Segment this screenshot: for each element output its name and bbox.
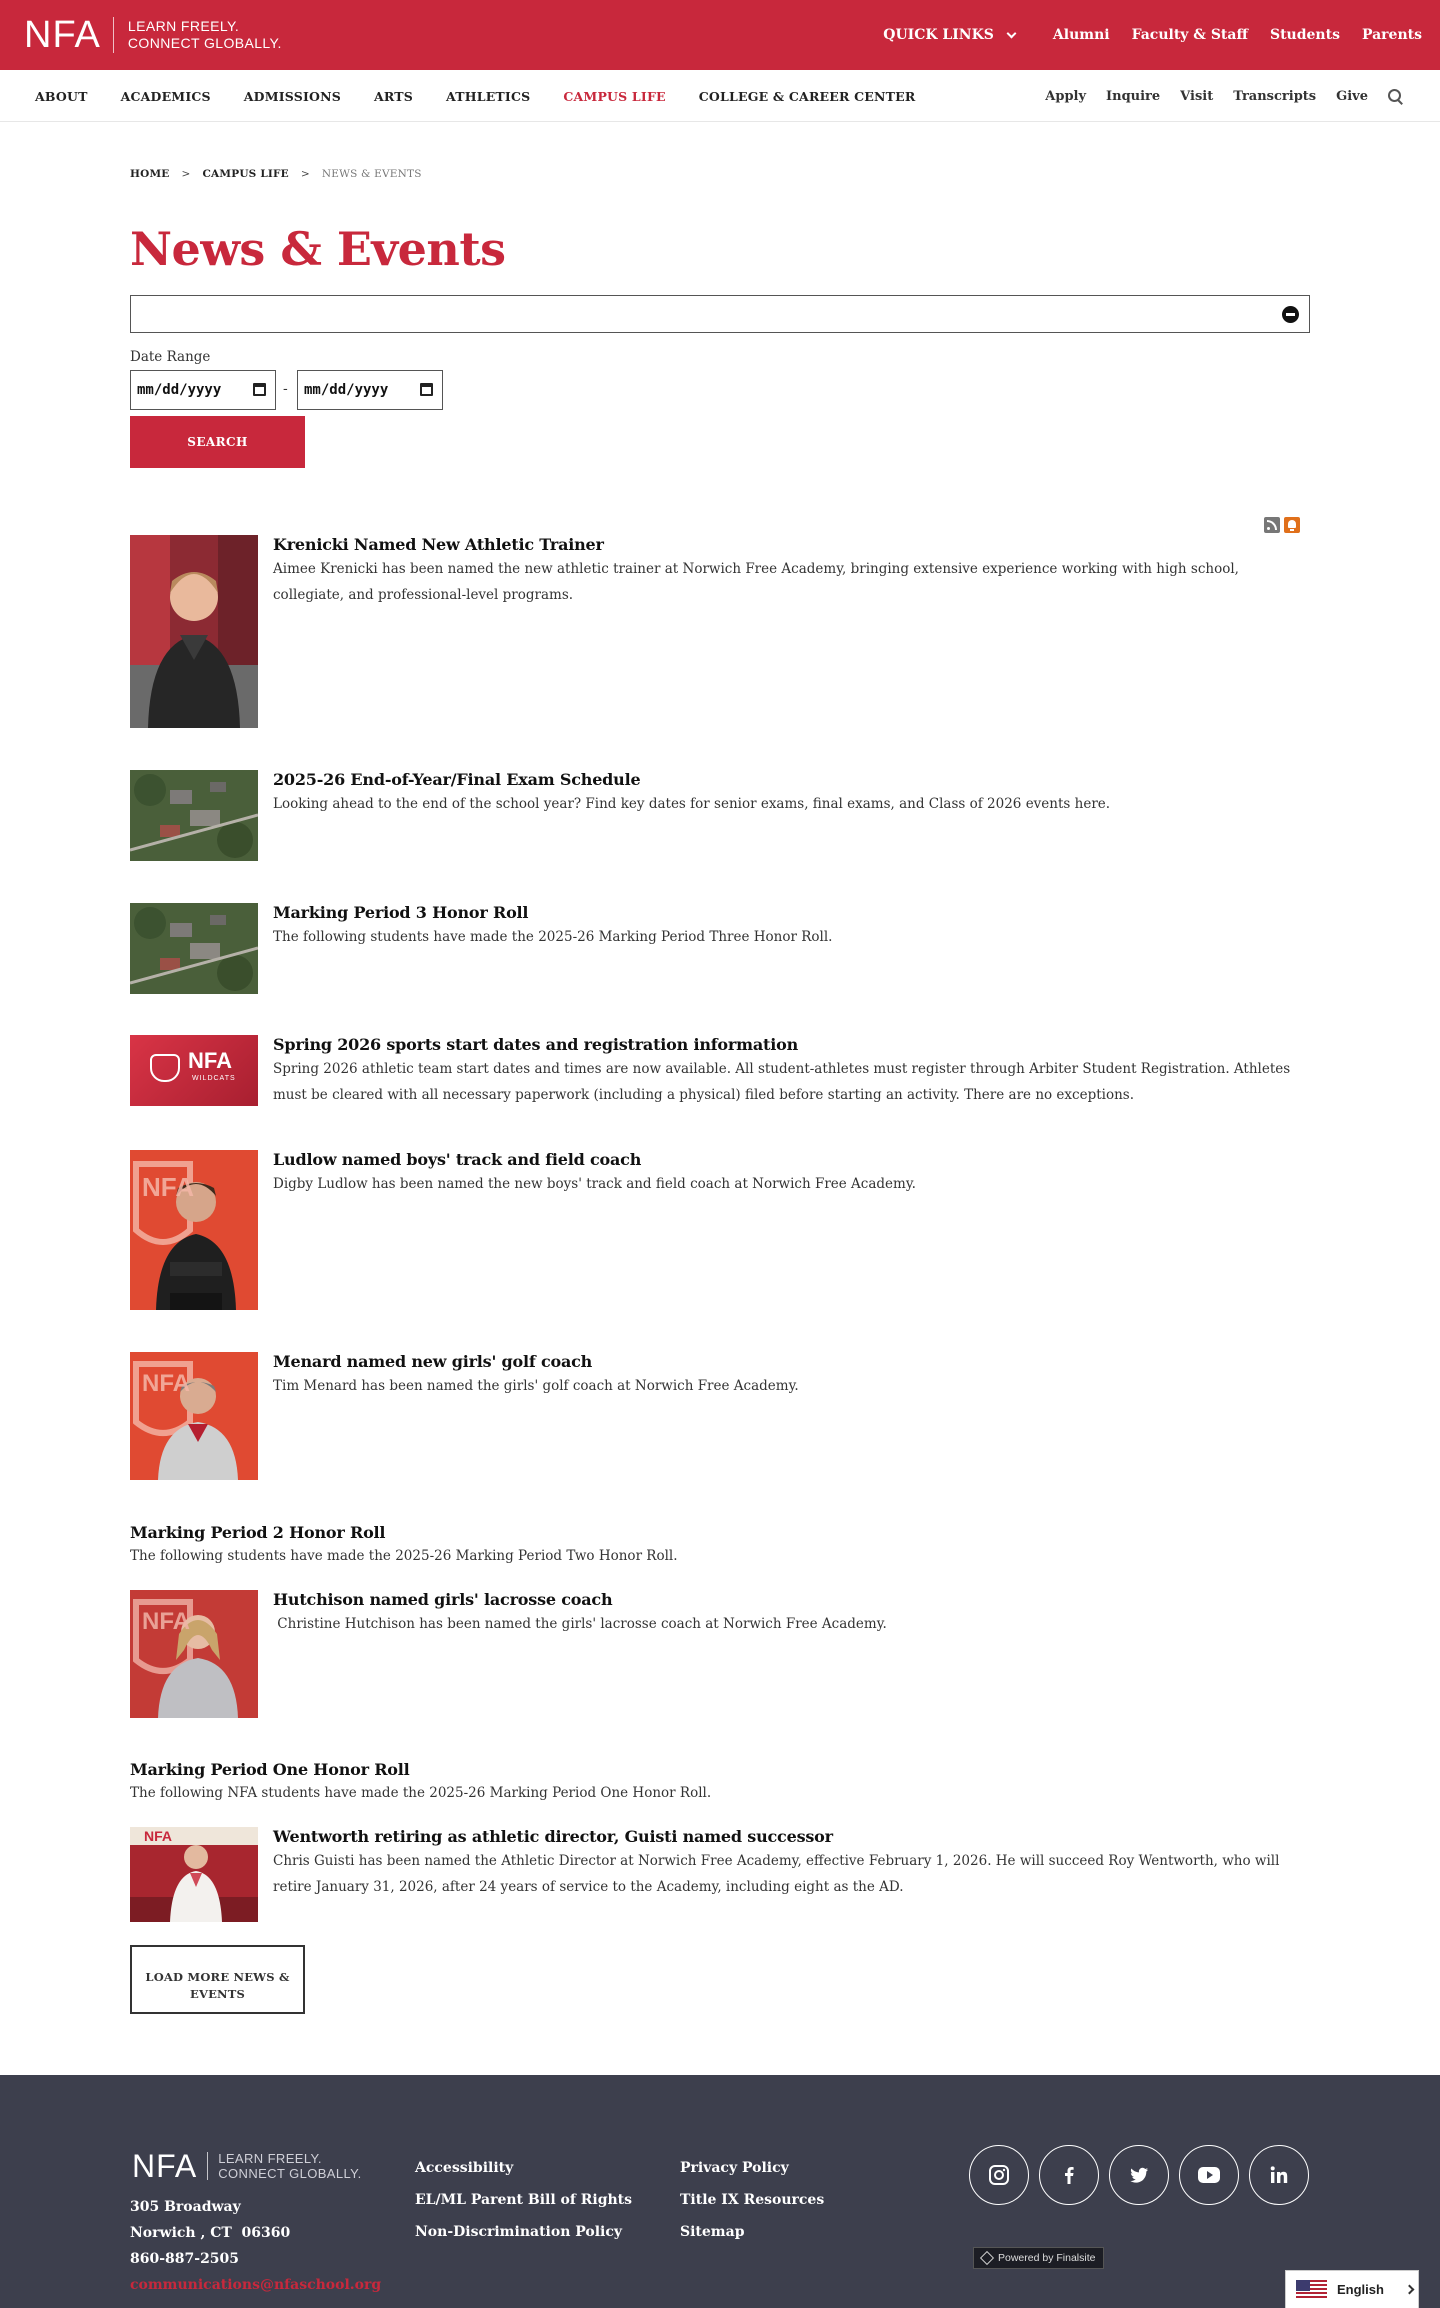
footer-links-col-2 — [680, 2152, 824, 2248]
site-footer — [0, 2075, 1440, 2308]
footer-street: 305 Broadway — [130, 2199, 241, 2215]
news-description: The following NFA students have made the 2025-26 Marking Period One Honor Roll. — [130, 1785, 712, 1801]
finalsite-icon — [980, 2251, 994, 2265]
news-description: Chris Guisti has been named the Athletic Director at Norwich Free Academy, effective February 1, 2026. He will succeed Roy Wentworth, who will retire January 31, 2026, after 24 years of service to the Academy, including eight as the AD. — [273, 1853, 1280, 1895]
footer-logo-tagline — [218, 2151, 361, 2181]
site-logo[interactable] — [24, 14, 282, 56]
news-item[interactable] — [130, 1760, 1310, 1803]
news-title[interactable]: Spring 2026 sports start dates and registration information — [273, 1035, 799, 1054]
news-body — [273, 535, 1308, 608]
news-body — [273, 1352, 1308, 1399]
news-title[interactable]: Marking Period 2 Honor Roll — [130, 1523, 386, 1542]
logo-divider — [113, 17, 114, 53]
footer-links-col-1 — [415, 2152, 632, 2248]
language-selector[interactable] — [1285, 2270, 1419, 2308]
quick-links-label: QUICK LINKS — [883, 27, 994, 43]
thumbnail-banner-text: NFA — [142, 1608, 190, 1635]
main-nav — [0, 70, 1440, 122]
news-title[interactable]: Hutchison named girls' lacrosse coach — [273, 1590, 613, 1609]
news-thumbnail[interactable] — [130, 535, 258, 728]
news-thumbnail[interactable] — [130, 903, 258, 994]
footer-link-parent-bill-of-rights[interactable]: EL/ML Parent Bill of Rights — [415, 2192, 633, 2208]
news-body — [273, 1590, 1308, 1637]
footer-link-non-discrimination[interactable]: Non-Discrimination Policy — [415, 2224, 623, 2240]
main-nav-utility — [1025, 70, 1402, 122]
news-title[interactable]: Marking Period One Honor Roll — [130, 1760, 410, 1779]
feed-icons — [1264, 517, 1300, 533]
breadcrumb-current: NEWS & EVENTS — [321, 168, 422, 180]
news-description: Looking ahead to the end of the school year? Find key dates for senior exams, final exams, and Class of 2026 events here. — [273, 796, 1111, 812]
top-link-parents[interactable]: Parents — [1361, 27, 1422, 43]
footer-tagline-line-2: CONNECT GLOBALLY. — [218, 2166, 362, 2181]
tagline-line-1: LEARN FREELY. — [127, 18, 240, 34]
news-title[interactable]: 2025-26 End-of-Year/Final Exam Schedule — [273, 770, 641, 789]
us-flag-icon — [1296, 2280, 1327, 2300]
news-thumbnail[interactable] — [130, 1352, 258, 1480]
breadcrumb-section[interactable]: CAMPUS LIFE — [202, 168, 289, 180]
footer-email[interactable]: communications@nfaschool.org — [130, 2277, 382, 2293]
search-button[interactable]: SEARCH — [130, 416, 305, 468]
campus-aerial-photo — [130, 903, 258, 994]
breadcrumb-separator: > — [181, 168, 191, 180]
date-range-separator: - — [283, 381, 288, 397]
instagram-icon[interactable] — [969, 2145, 1029, 2205]
logo-divider — [207, 2152, 208, 2180]
footer-logo-mark: NFA — [132, 2148, 198, 2184]
top-bar — [0, 0, 1440, 70]
wildcats-shield-icon — [150, 1054, 180, 1082]
nav-item-college-career[interactable]: COLLEGE & CAREER CENTER — [698, 88, 916, 104]
logo-mark: NFA — [24, 14, 101, 56]
notification-bell-icon[interactable] — [1284, 517, 1300, 533]
news-description: The following students have made the 2025-26 Marking Period Two Honor Roll. — [130, 1548, 678, 1564]
chevron-down-icon — [1006, 28, 1016, 38]
load-more-button[interactable]: LOAD MORE NEWS & EVENTS — [130, 1945, 305, 2014]
quick-links-toggle[interactable] — [883, 27, 1015, 43]
utility-visit[interactable]: Visit — [1180, 88, 1214, 104]
page-title: News & Events — [130, 222, 506, 276]
language-label: English — [1337, 2282, 1384, 2297]
news-body — [273, 770, 1308, 817]
utility-inquire[interactable]: Inquire — [1106, 88, 1161, 104]
footer-tagline-line-1: LEARN FREELY. — [218, 2151, 322, 2166]
news-title[interactable]: Menard named new girls' golf coach — [273, 1352, 593, 1371]
twitter-icon[interactable] — [1109, 2145, 1169, 2205]
top-nav — [883, 0, 1422, 70]
nav-item-athletics[interactable]: ATHLETICS — [445, 88, 531, 104]
news-item[interactable] — [130, 1523, 1310, 1566]
news-title[interactable]: Marking Period 3 Honor Roll — [273, 903, 529, 922]
breadcrumb-separator: > — [300, 168, 310, 180]
facebook-icon[interactable] — [1039, 2145, 1099, 2205]
news-description: The following students have made the 2025-26 Marking Period Three Honor Roll. — [273, 929, 833, 945]
nav-item-arts[interactable]: ARTS — [373, 88, 413, 104]
top-link-faculty-staff[interactable]: Faculty & Staff — [1131, 27, 1248, 43]
thumbnail-banner-text: NFA — [144, 1828, 172, 1844]
linkedin-icon[interactable] — [1249, 2145, 1309, 2205]
footer-city: Norwich , CT 06360 — [130, 2225, 291, 2241]
breadcrumb — [130, 168, 422, 180]
top-link-students[interactable]: Students — [1269, 27, 1340, 43]
news-thumbnail[interactable] — [130, 1590, 258, 1718]
news-description: Tim Menard has been named the girls' golf coach at Norwich Free Academy. — [273, 1378, 799, 1394]
main-nav-primary — [35, 70, 948, 122]
footer-link-privacy[interactable]: Privacy Policy — [680, 2160, 789, 2176]
tagline-line-2: CONNECT GLOBALLY. — [127, 35, 282, 51]
footer-phone[interactable]: 860-887-2505 — [130, 2251, 240, 2267]
news-title[interactable]: Ludlow named boys' track and field coach — [273, 1150, 642, 1169]
thumbnail-banner-text: NFA — [142, 1172, 194, 1202]
calendar-icon[interactable] — [253, 383, 266, 396]
nav-item-academics[interactable]: ACADEMICS — [120, 88, 211, 104]
news-description: Aimee Krenicki has been named the new athletic trainer at Norwich Free Academy, bringing extensive experience working with high school, collegiate, and professional-level programs. — [273, 561, 1239, 603]
news-thumbnail[interactable] — [130, 1150, 258, 1310]
rss-icon[interactable] — [1264, 517, 1280, 533]
search-icon[interactable] — [1388, 89, 1402, 103]
date-from-input[interactable] — [130, 370, 276, 410]
footer-link-sitemap[interactable]: Sitemap — [680, 2224, 745, 2240]
breadcrumb-home[interactable]: HOME — [130, 168, 170, 180]
news-body — [273, 1827, 1308, 1900]
news-body — [273, 1150, 1308, 1197]
utility-apply[interactable]: Apply — [1045, 88, 1087, 104]
utility-transcripts[interactable]: Transcripts — [1233, 88, 1317, 104]
news-description: Digby Ludlow has been named the new boys' track and field coach at Norwich Free Academy. — [273, 1176, 916, 1192]
wildcats-logo-text: NFA — [188, 1048, 232, 1073]
thumbnail-banner-text: NFA — [142, 1370, 190, 1397]
wildcats-logo-sub: WILDCATS — [192, 1075, 236, 1082]
footer-link-title-ix[interactable]: Title IX Resources — [680, 2192, 825, 2208]
youtube-icon[interactable] — [1179, 2145, 1239, 2205]
clear-icon[interactable] — [1282, 306, 1299, 323]
nav-item-campus-life[interactable]: CAMPUS LIFE — [563, 88, 666, 104]
date-to-placeholder: mm/dd/yyyy — [304, 382, 389, 398]
social-links — [969, 2145, 1309, 2205]
news-thumbnail[interactable] — [130, 770, 258, 861]
news-body — [273, 1035, 1308, 1108]
date-range-label: Date Range — [130, 349, 211, 365]
news-body — [273, 903, 1308, 950]
news-title[interactable]: Krenicki Named New Athletic Trainer — [273, 535, 604, 554]
nav-item-admissions[interactable]: ADMISSIONS — [243, 88, 341, 104]
powered-by-text: Powered by Finalsite — [998, 2252, 1096, 2264]
news-thumbnail[interactable] — [130, 1035, 258, 1106]
logo-tagline — [128, 18, 282, 52]
calendar-icon[interactable] — [420, 383, 433, 396]
search-input[interactable] — [130, 295, 1310, 333]
date-from-placeholder: mm/dd/yyyy — [137, 382, 222, 398]
footer-address — [130, 2194, 381, 2298]
footer-logo[interactable] — [132, 2149, 362, 2183]
date-to-input[interactable] — [297, 370, 443, 410]
footer-link-accessibility[interactable]: Accessibility — [415, 2160, 514, 2176]
news-thumbnail[interactable] — [130, 1827, 258, 1922]
nav-item-about[interactable]: ABOUT — [35, 88, 88, 104]
news-title[interactable]: Wentworth retiring as athletic director, Guisti named successor — [273, 1827, 833, 1846]
athletic-trainer-photo — [130, 535, 258, 728]
powered-by-badge[interactable] — [973, 2247, 1104, 2269]
utility-give[interactable]: Give — [1336, 88, 1368, 104]
campus-aerial-photo — [130, 770, 258, 861]
top-link-alumni[interactable]: Alumni — [1052, 27, 1110, 43]
news-description: Spring 2026 athletic team start dates and times are now available. All student-athletes must register through Arbiter Student Registration. Athletes must be cleared with all necessary paperwork (including a physical) filed before starting an activity. There are no exceptions. — [273, 1061, 1291, 1103]
chevron-right-icon — [1405, 2285, 1415, 2295]
news-description: Christine Hutchison has been named the girls' lacrosse coach at Norwich Free Academy. — [273, 1616, 887, 1632]
